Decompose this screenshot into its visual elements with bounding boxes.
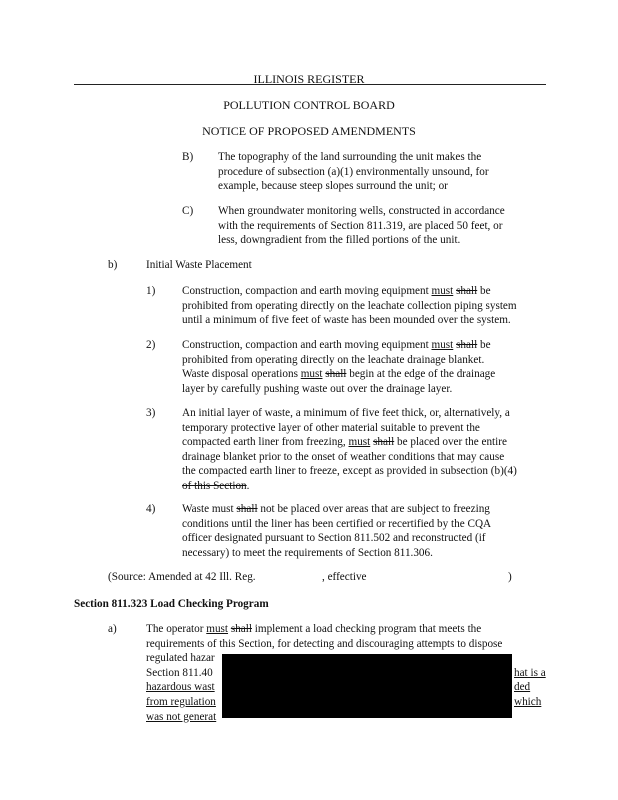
source-effective: , effective [322,571,367,583]
fragment-right [514,680,530,695]
text-line [182,367,495,382]
inserted-text: was not generat [146,710,217,723]
text-line: example, because steep slopes surround the unit; or [218,180,448,193]
text-line [182,435,517,450]
text-line: procedure of subsection (a)(1) environmentally unsound, for [218,165,489,178]
text-seg: be placed over the entire [394,436,507,449]
inserted-text: from regulation [146,695,216,708]
inserted-text: which [514,696,542,708]
text-line: necessary) to meet the requirements of Section 811.306. [182,546,433,559]
text-line: less, downgradient from the filled portions of the unit. [218,234,461,247]
inserted-text: must [431,339,454,351]
board-header: POLLUTION CONTROL BOARD [223,98,395,112]
item-B-text [218,150,489,194]
text-line [146,622,502,637]
item-b-title: Initial Waste Placement [146,259,252,271]
text-seg: begin at the edge of the drainage [346,368,496,381]
inserted-text: hat is a [514,666,546,679]
item-1-label: 1) [146,285,156,297]
text-seg: Construction, compaction and earth moving equipment [182,339,432,351]
header-rule [74,84,546,85]
item-1-text [182,284,517,328]
item-3-text [182,406,517,494]
source-note: (Source: Amended at 42 Ill. Reg. [108,571,256,583]
text-line: Section 811.40 [146,666,213,679]
inserted-text: ded [514,681,531,694]
redaction-box [222,654,512,718]
text-seg: implement a load checking program that meets the [251,623,482,635]
text-line: until a minimum of five feet of waste has been mounded over the system. [182,314,511,327]
deleted-text: shall [236,503,258,515]
text-seg: . [246,479,250,492]
item-4-text [182,502,491,560]
item-C-text [218,204,505,248]
text-line [182,502,491,517]
item-b-label: b) [108,259,118,271]
text-seg: The operator [146,623,207,635]
text-line: temporary protective layer of other material suitable to prevent the [182,421,480,434]
text-line: officer designated pursuant to Section 811.502 and reconstructed (if [182,532,486,545]
text-line [182,284,517,299]
item-B-label: B) [182,151,194,163]
text-line [182,479,517,494]
text-line: conditions until the liner has been certified or recertified by the CQA [182,517,492,530]
text-seg: Waste must [182,503,237,515]
item-4-label: 4) [146,503,156,515]
item-3-label: 3) [146,407,156,419]
text-line: regulated hazar [146,652,215,665]
inserted-text: must [300,368,323,381]
text-line: drainage blanket prior to the onset of weather conditions that may cause [182,450,505,463]
text-line [182,338,495,353]
inserted-text: hazardous wast [146,681,215,694]
deleted-text: of this Section [182,479,247,492]
text-seg: be [477,285,491,297]
text-seg: Construction, compaction and earth moving equipment [182,285,432,297]
source-close: ) [508,571,512,583]
fragment-right [514,695,541,710]
item-2-label: 2) [146,339,156,351]
deleted-text: shall [230,623,252,635]
text-line: The topography of the land surrounding the unit makes the [218,151,482,163]
text-line: An initial layer of waste, a minimum of five feet thick, or, alternatively, a [182,407,510,419]
notice-header: NOTICE OF PROPOSED AMENDMENTS [202,124,416,138]
text-seg: not be placed over areas that are subject to freezing [257,503,490,515]
section-heading: Section 811.323 Load Checking Program [74,598,269,610]
text-seg: Waste disposal operations [182,368,301,381]
inserted-text: must [206,623,229,635]
inserted-text: must [431,285,454,297]
text-line: with the requirements of Section 811.319, are placed 50 feet, or [218,219,503,232]
item-C-label: C) [182,205,194,217]
text-line: layer by carefully pushing waste out over the drainage layer. [182,382,453,395]
text-line: prohibited from operating directly on the leachate collection piping system [182,299,517,312]
deleted-text: shall [325,368,347,381]
inserted-text: must [348,436,371,449]
deleted-text: shall [456,339,478,351]
deleted-text: shall [456,285,478,297]
text-seg: compacted earth liner from freezing, [182,436,349,449]
register-header: ILLINOIS REGISTER [253,72,365,86]
text-line: requirements of this Section, for detecting and discouraging attempts to dispose [146,637,503,650]
text-line: the compacted earth liner to freeze, except as provided in subsection (b)(4) [182,465,517,478]
deleted-text: shall [373,436,395,449]
text-line: prohibited from operating directly on the leachate drainage blanket. [182,353,485,366]
fragment-right [514,666,546,681]
item-a-label: a) [108,623,117,635]
text-line: When groundwater monitoring wells, constructed in accordance [218,205,505,217]
text-seg: be [477,339,491,351]
item-2-text [182,338,495,396]
